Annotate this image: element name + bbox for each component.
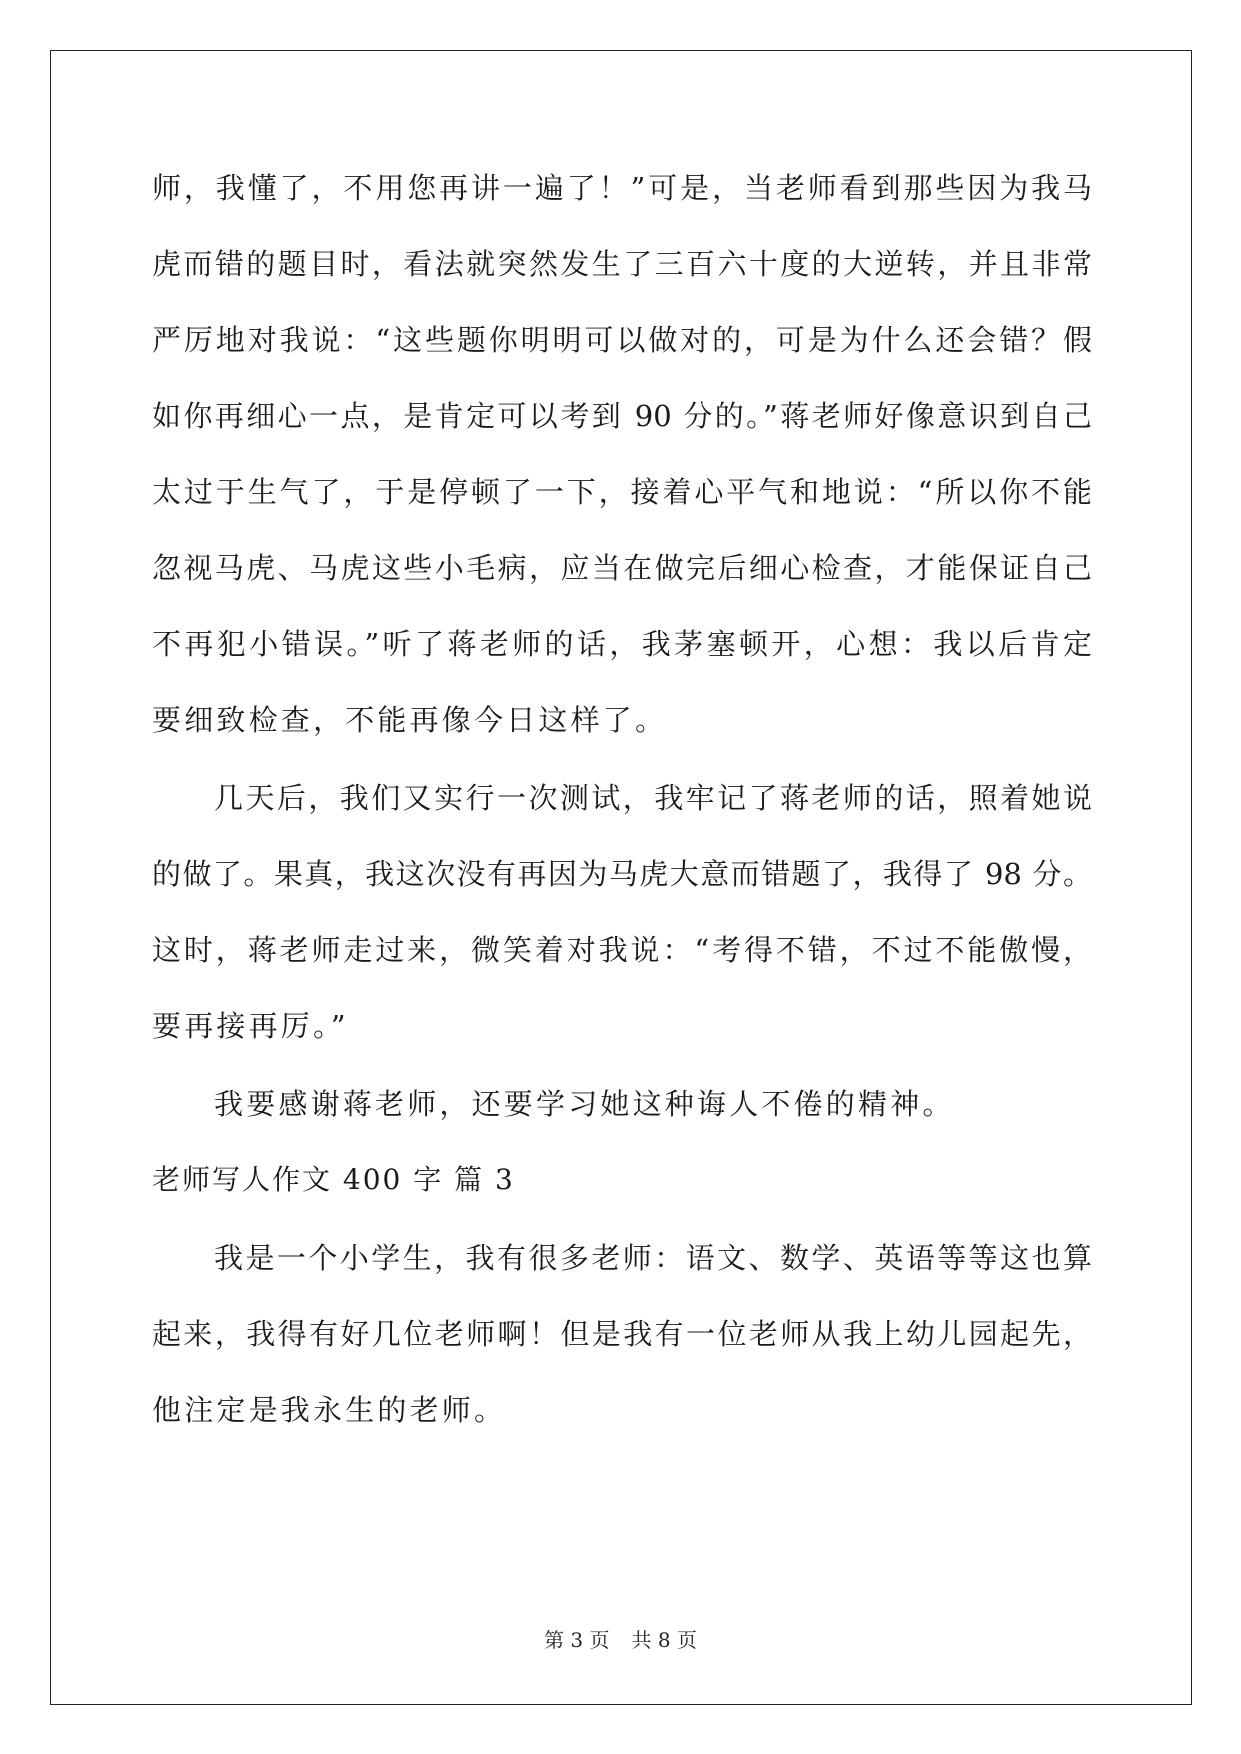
- page-total: 共 8 页: [631, 1628, 697, 1652]
- text-line: 严厉地对我说：“这些题你明明可以做对的，可是为什么还会错？假: [152, 323, 1092, 357]
- paragraph-first-line: 我是一个小学生，我有很多老师：语文、数学、英语等等这也算: [214, 1241, 1092, 1275]
- text-line: 的做了。果真，我这次没有再因为马虎大意而错题了，我得了 98 分。: [152, 857, 1092, 891]
- text-line: 如你再细心一点，是肯定可以考到 90 分的。”蒋老师好像意识到自己: [152, 399, 1092, 433]
- page-number: 第 3 页: [544, 1628, 610, 1652]
- text-line: 要细致检查，不能再像今日这样了。: [152, 703, 668, 737]
- text-line: 要再接再厉。”: [152, 1009, 349, 1043]
- text-line: 起来，我得有好几位老师啊！但是我有一位老师从我上幼儿园起先，: [152, 1317, 1092, 1351]
- text-line: 不再犯小错误。”听了蒋老师的话，我茅塞顿开，心想：我以后肯定: [152, 627, 1092, 661]
- text-line: 太过于生气了，于是停顿了一下，接着心平气和地说：“所以你不能: [152, 475, 1092, 509]
- paragraph-first-line: 几天后，我们又实行一次测试，我牢记了蒋老师的话，照着她说: [214, 781, 1092, 815]
- text-line: 虎而错的题目时，看法就突然发生了三百六十度的大逆转，并且非常: [152, 247, 1092, 281]
- text-line: 忽视马虎、马虎这些小毛病，应当在做完后细心检查，才能保证自己: [152, 551, 1092, 585]
- text-line: 他注定是我永生的老师。: [152, 1393, 507, 1427]
- page-footer: [0, 1624, 1241, 1653]
- text-line: 这时，蒋老师走过来，微笑着对我说：“考得不错，不过不能傲慢，: [152, 933, 1092, 967]
- text-line: 师，我懂了，不用您再讲一遍了！”可是，当老师看到那些因为我马: [152, 171, 1092, 205]
- paragraph-first-line: 我要感谢蒋老师，还要学习她这种诲人不倦的精神。: [214, 1087, 955, 1121]
- section-heading: 老师写人作文 400 字 篇 3: [152, 1163, 515, 1196]
